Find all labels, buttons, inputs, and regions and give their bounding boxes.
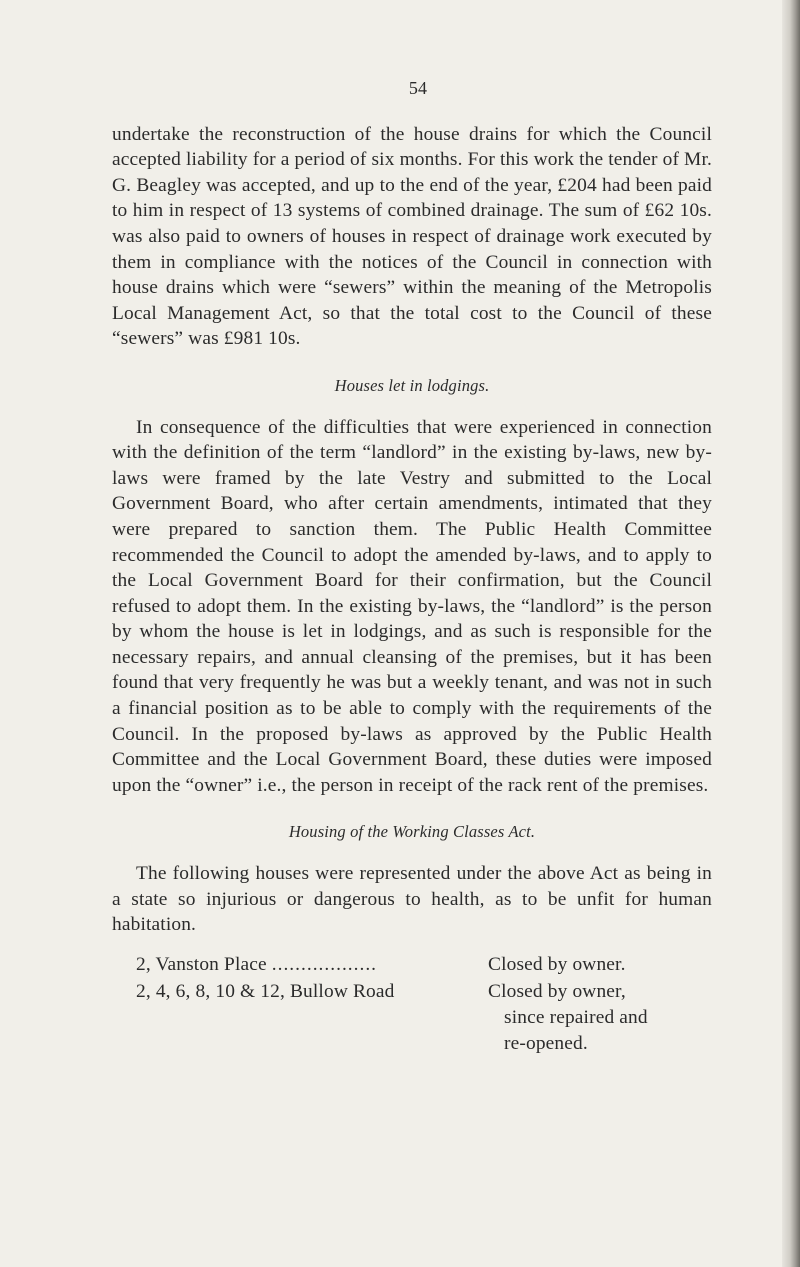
status-line: Closed by owner, [488,981,626,1003]
housing-paragraph: The following houses were represented under the above Act as being in a state so injurious or dangerous to health, as to be unfit for human habitation. [112,863,712,936]
section-heading-housing: Housing of the Working Classes Act. [288,822,536,842]
status-line: since repaired and [504,1007,648,1028]
house-address: 2, 4, 6, 8, 10 & 12, Bullow Road [136,981,395,1003]
document-page [112,76,712,1058]
section-heading-lodgings: Houses let in lodgings. [334,375,490,395]
dot-leader: .................. [271,953,378,975]
house-status [488,979,712,1056]
intro-paragraph: undertake the reconstruction of the house drains for which the Council accepted liability for a period of six months. For this work the tender of Mr. G. Beagley was accepted, and up to the end of the year, £204 had been paid to him in respect of 13 systems of combined drainage. The sum of £62 10s. was also paid to owners of houses in respect of drainage work executed by them in compliance with the notices of the Council in connection with house drains which were “sewers” within the meaning of the Metropolis Local Management Act, so that the total cost to the Council of these “sewers” was £981 10s. [112,123,712,350]
page-number: 54 [408,78,428,98]
status-line: Closed by owner. [488,953,626,975]
house-address: 2, Vanston Place [136,953,267,975]
house-status [488,952,712,978]
houses-list [112,952,712,1056]
list-item [112,979,712,1056]
status-line: re-opened. [504,1032,588,1054]
page-edge-shadow [782,0,800,1267]
lodgings-paragraph: In consequence of the difficulties that were experienced in connection with the definition of the term “landlord” in the existing by-laws, new by-laws were framed by the late Vestry and submitted to the Local Government Board, who after certain amendments, intimated that they were prepared to sanction them. The Public Health Committee recommended the Council to adopt the amended by-laws, and to apply to the Local Government Board for their confirmation, but the Council refused to adopt them. In the existing by-laws, the “landlord” is the person by whom the house is let in lodgings, and as such is responsible for the necessary repairs, and annual cleansing of the premises, but it has been found that very frequently he was but a weekly tenant, and was not in such a financial position as to be able to comply with the requirements of the Council. In the proposed by-laws as approved by the Public Health Committee and the Local Government Board, these duties were imposed upon the “owner” i.e., the person in receipt of the rack rent of the premises. [112,416,712,796]
list-item [112,952,712,978]
